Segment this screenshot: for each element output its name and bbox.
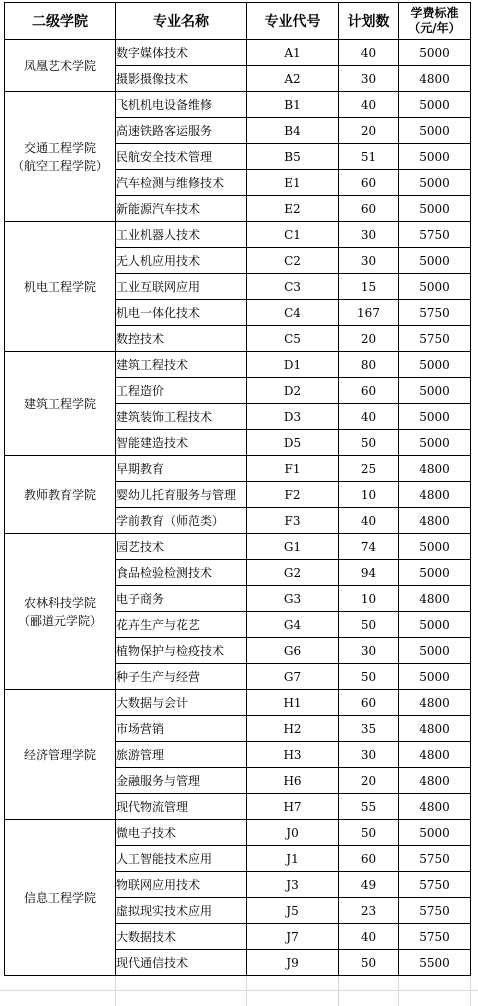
- college-cell: [5, 92, 116, 222]
- major-cell: 婴幼儿托育服务与管理: [116, 482, 247, 508]
- code-cell: H3: [247, 742, 339, 768]
- table-row: [5, 534, 471, 560]
- code-cell: H6: [247, 768, 339, 794]
- college-cell: [5, 690, 116, 820]
- fee-cell: 4800: [399, 508, 471, 534]
- plan-cell: 40: [339, 92, 399, 118]
- fee-cell: 5000: [399, 534, 471, 560]
- major-cell: 人工智能技术应用: [116, 846, 247, 872]
- plan-cell: 94: [339, 560, 399, 586]
- college-name-line: 农林科技学院: [23, 595, 96, 610]
- major-cell: 现代通信技术: [116, 950, 247, 976]
- major-cell: 大数据技术: [116, 924, 247, 950]
- fee-cell: 4800: [399, 716, 471, 742]
- code-cell: C1: [247, 222, 339, 248]
- college-name-line: 机电工程学院: [23, 279, 96, 294]
- code-cell: E1: [247, 170, 339, 196]
- fee-cell: 5000: [399, 430, 471, 456]
- fee-cell: 5000: [399, 612, 471, 638]
- plan-cell: 50: [339, 950, 399, 976]
- header-code: 专业代号: [247, 3, 339, 40]
- code-cell: D2: [247, 378, 339, 404]
- major-cell: 花卉生产与花艺: [116, 612, 247, 638]
- plan-cell: 25: [339, 456, 399, 482]
- fee-cell: 5000: [399, 196, 471, 222]
- plan-cell: 30: [339, 222, 399, 248]
- fee-cell: 5000: [399, 378, 471, 404]
- table-row: [5, 92, 471, 118]
- major-cell: 新能源汽车技术: [116, 196, 247, 222]
- major-cell: 种子生产与经营: [116, 664, 247, 690]
- plan-cell: 50: [339, 430, 399, 456]
- code-cell: J5: [247, 898, 339, 924]
- plan-cell: 10: [339, 586, 399, 612]
- plan-cell: 167: [339, 300, 399, 326]
- code-cell: J7: [247, 924, 339, 950]
- fee-cell: 5000: [399, 40, 471, 66]
- plan-cell: 30: [339, 66, 399, 92]
- fee-cell: 4800: [399, 66, 471, 92]
- college-name-line: （郦道元学院）: [17, 613, 102, 628]
- plan-cell: 51: [339, 144, 399, 170]
- plan-cell: 35: [339, 716, 399, 742]
- fee-cell: 5000: [399, 274, 471, 300]
- fee-cell: 5750: [399, 872, 471, 898]
- code-cell: G3: [247, 586, 339, 612]
- plan-cell: 40: [339, 924, 399, 950]
- fee-cell: 5000: [399, 638, 471, 664]
- major-cell: 无人机应用技术: [116, 248, 247, 274]
- table-row: [5, 222, 471, 248]
- plan-cell: 49: [339, 872, 399, 898]
- plan-cell: 50: [339, 664, 399, 690]
- code-cell: E2: [247, 196, 339, 222]
- college-name-line: 凤凰艺术学院: [23, 58, 96, 73]
- code-cell: F1: [247, 456, 339, 482]
- fee-cell: 4800: [399, 482, 471, 508]
- code-cell: F3: [247, 508, 339, 534]
- code-cell: G1: [247, 534, 339, 560]
- plan-cell: 40: [339, 404, 399, 430]
- major-cell: 物联网应用技术: [116, 872, 247, 898]
- college-cell: [5, 222, 116, 352]
- major-cell: 摄影摄像技术: [116, 66, 247, 92]
- plan-cell: 60: [339, 378, 399, 404]
- major-cell: 工程造价: [116, 378, 247, 404]
- college-name-line: 信息工程学院: [23, 890, 96, 905]
- major-cell: 学前教育（师范类）: [116, 508, 247, 534]
- major-cell: 大数据与会计: [116, 690, 247, 716]
- fee-cell: 4800: [399, 794, 471, 820]
- plan-cell: 30: [339, 248, 399, 274]
- fee-cell: 5000: [399, 170, 471, 196]
- plan-cell: 50: [339, 820, 399, 846]
- major-cell: 建筑装饰工程技术: [116, 404, 247, 430]
- plan-cell: 40: [339, 508, 399, 534]
- code-cell: D5: [247, 430, 339, 456]
- code-cell: D1: [247, 352, 339, 378]
- major-cell: 微电子技术: [116, 820, 247, 846]
- plan-cell: 20: [339, 118, 399, 144]
- fee-cell: 4800: [399, 586, 471, 612]
- major-cell: 早期教育: [116, 456, 247, 482]
- plan-cell: 20: [339, 326, 399, 352]
- major-cell: 数控技术: [116, 326, 247, 352]
- code-cell: H2: [247, 716, 339, 742]
- table-body: [5, 40, 471, 976]
- plan-cell: 15: [339, 274, 399, 300]
- code-cell: C5: [247, 326, 339, 352]
- code-cell: G6: [247, 638, 339, 664]
- plan-cell: 40: [339, 40, 399, 66]
- table-row: [5, 820, 471, 846]
- major-cell: 高速铁路客运服务: [116, 118, 247, 144]
- college-cell: [5, 40, 116, 92]
- code-cell: B4: [247, 118, 339, 144]
- code-cell: J9: [247, 950, 339, 976]
- code-cell: G2: [247, 560, 339, 586]
- fee-cell: 5000: [399, 664, 471, 690]
- college-cell: [5, 820, 116, 976]
- header-fee-line1: 学费标准: [410, 6, 459, 20]
- major-cell: 数字媒体技术: [116, 40, 247, 66]
- code-cell: B5: [247, 144, 339, 170]
- plan-cell: 50: [339, 612, 399, 638]
- major-cell: 建筑工程技术: [116, 352, 247, 378]
- fee-cell: 5750: [399, 222, 471, 248]
- major-cell: 市场营销: [116, 716, 247, 742]
- header-fee: [399, 3, 471, 40]
- plan-cell: 55: [339, 794, 399, 820]
- major-cell: 现代物流管理: [116, 794, 247, 820]
- fee-cell: 5750: [399, 846, 471, 872]
- plan-cell: 10: [339, 482, 399, 508]
- fee-cell: 5000: [399, 92, 471, 118]
- fee-cell: 5000: [399, 560, 471, 586]
- college-name-line: 交通工程学院: [23, 140, 96, 155]
- fee-cell: 4800: [399, 768, 471, 794]
- code-cell: C4: [247, 300, 339, 326]
- major-cell: 汽车检测与维修技术: [116, 170, 247, 196]
- code-cell: F2: [247, 482, 339, 508]
- header-major: 专业名称: [116, 3, 247, 40]
- table-row: [5, 40, 471, 66]
- fee-cell: 4800: [399, 742, 471, 768]
- college-name-line: 教师教育学院: [23, 487, 96, 502]
- fee-cell: 5500: [399, 950, 471, 976]
- plan-cell: 74: [339, 534, 399, 560]
- code-cell: B1: [247, 92, 339, 118]
- plan-cell: 30: [339, 742, 399, 768]
- college-name-line: 建筑工程学院: [23, 396, 96, 411]
- code-cell: A1: [247, 40, 339, 66]
- code-cell: D3: [247, 404, 339, 430]
- major-cell: 机电一体化技术: [116, 300, 247, 326]
- code-cell: J0: [247, 820, 339, 846]
- table-row: [5, 690, 471, 716]
- code-cell: G4: [247, 612, 339, 638]
- major-cell: 工业机器人技术: [116, 222, 247, 248]
- plan-cell: 80: [339, 352, 399, 378]
- college-cell: [5, 456, 116, 534]
- major-cell: 植物保护与检疫技术: [116, 638, 247, 664]
- major-cell: 园艺技术: [116, 534, 247, 560]
- fee-cell: 5000: [399, 352, 471, 378]
- major-cell: 工业互联网应用: [116, 274, 247, 300]
- fee-cell: 5750: [399, 924, 471, 950]
- major-cell: 智能建造技术: [116, 430, 247, 456]
- header-college: 二级学院: [5, 3, 116, 40]
- plan-cell: 60: [339, 846, 399, 872]
- plan-cell: 30: [339, 638, 399, 664]
- header-plan: 计划数: [339, 3, 399, 40]
- fee-cell: 5000: [399, 118, 471, 144]
- plan-cell: 23: [339, 898, 399, 924]
- fee-cell: 4800: [399, 690, 471, 716]
- code-cell: G7: [247, 664, 339, 690]
- college-name-line: 经济管理学院: [23, 747, 96, 762]
- major-cell: 电子商务: [116, 586, 247, 612]
- fee-cell: 4800: [399, 456, 471, 482]
- fee-cell: 5000: [399, 820, 471, 846]
- major-cell: 旅游管理: [116, 742, 247, 768]
- fee-cell: 5000: [399, 144, 471, 170]
- header-fee-line2: （元/年）: [408, 21, 461, 35]
- code-cell: H1: [247, 690, 339, 716]
- plan-cell: 20: [339, 768, 399, 794]
- header-row: [5, 3, 471, 40]
- code-cell: C2: [247, 248, 339, 274]
- table-row: [5, 456, 471, 482]
- major-cell: 虚拟现实技术应用: [116, 898, 247, 924]
- fee-cell: 5750: [399, 326, 471, 352]
- code-cell: A2: [247, 66, 339, 92]
- plan-cell: 60: [339, 170, 399, 196]
- code-cell: H7: [247, 794, 339, 820]
- college-cell: [5, 352, 116, 456]
- fee-cell: 5000: [399, 404, 471, 430]
- code-cell: C3: [247, 274, 339, 300]
- admission-plan-table: [4, 2, 471, 976]
- table-row: [5, 352, 471, 378]
- major-cell: 金融服务与管理: [116, 768, 247, 794]
- fee-cell: 5750: [399, 898, 471, 924]
- major-cell: 民航安全技术管理: [116, 144, 247, 170]
- fee-cell: 5000: [399, 248, 471, 274]
- fee-cell: 5750: [399, 300, 471, 326]
- code-cell: J3: [247, 872, 339, 898]
- plan-cell: 60: [339, 690, 399, 716]
- college-name-line: （航空工程学院）: [11, 158, 108, 173]
- major-cell: 飞机机电设备维修: [116, 92, 247, 118]
- college-cell: [5, 534, 116, 690]
- plan-cell: 60: [339, 196, 399, 222]
- major-cell: 食品检验检测技术: [116, 560, 247, 586]
- code-cell: J1: [247, 846, 339, 872]
